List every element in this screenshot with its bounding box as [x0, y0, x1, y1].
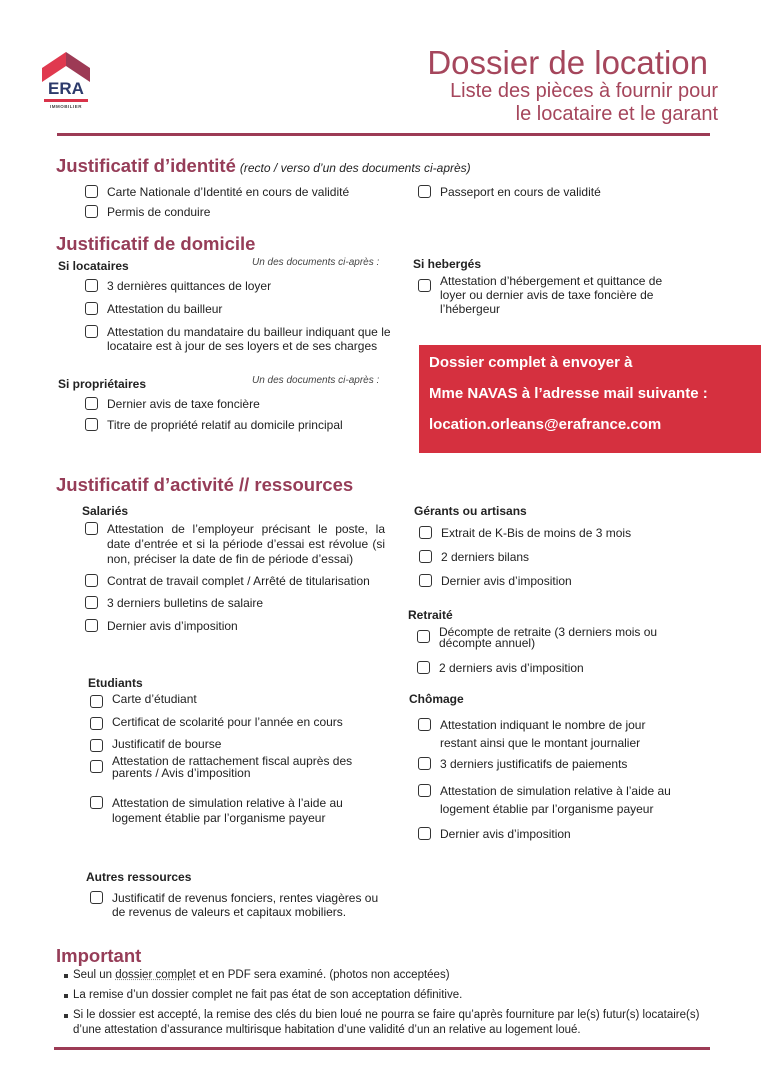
checkbox[interactable] — [85, 325, 98, 338]
item-label: Attestation du bailleur — [107, 302, 223, 316]
item-label: Attestation d’hébergement et quittance de loyer ou dernier avis de taxe foncière de l’hébergeur — [440, 274, 663, 316]
item-label: Dernier avis d’imposition — [441, 574, 572, 588]
subsection-autres: Autres ressources — [86, 870, 192, 884]
contact-box — [419, 345, 761, 453]
subsection-etudiants: Etudiants — [88, 676, 143, 690]
important-item — [64, 1008, 724, 1038]
item-label: Carte Nationale d’Identité en cours de validité — [107, 185, 350, 199]
subsection-gerants: Gérants ou artisans — [414, 504, 527, 518]
checklist-item[interactable] — [417, 627, 677, 649]
checkbox[interactable] — [419, 550, 432, 563]
checkbox[interactable] — [90, 760, 103, 773]
item-label: Carte d’étudiant — [112, 692, 197, 706]
item-label: Attestation de rattachement fiscal auprès des parents / Avis d’imposition — [112, 754, 353, 780]
section-domicile-heading: Justificatif de domicile — [56, 233, 256, 254]
item-label: 2 derniers avis d’imposition — [439, 661, 584, 675]
item-label: 3 dernières quittances de loyer — [107, 279, 272, 293]
important-item-text: Seul un dossier complet et en PDF sera examiné. (photos non acceptées) — [73, 969, 450, 981]
checkbox[interactable] — [90, 796, 103, 809]
checklist-item[interactable] — [419, 550, 529, 564]
checkbox[interactable] — [85, 619, 98, 632]
contact-line-2: Mme NAVAS à l’adresse mail suivante : — [429, 385, 708, 402]
bullet-icon — [64, 974, 68, 978]
checklist-item[interactable] — [90, 796, 380, 826]
checklist-item[interactable] — [90, 737, 221, 752]
checklist-item[interactable] — [90, 891, 390, 919]
checklist-item[interactable] — [85, 205, 210, 219]
checkbox[interactable] — [85, 397, 98, 410]
checkbox[interactable] — [85, 205, 98, 218]
checklist-item[interactable] — [85, 279, 271, 293]
contact-line-1: Dossier complet à envoyer à — [429, 354, 633, 371]
checkbox[interactable] — [90, 717, 103, 730]
page-subtitle — [450, 80, 718, 126]
important-list — [64, 968, 724, 1043]
logo-brand: ERA — [48, 79, 84, 98]
checklist-item[interactable] — [419, 526, 631, 540]
bullet-icon — [64, 1014, 68, 1018]
checklist-item[interactable] — [85, 397, 260, 411]
subsection-salaries: Salariés — [82, 504, 129, 518]
checkbox[interactable] — [85, 279, 98, 292]
item-label: 3 derniers justificatifs de paiements — [440, 757, 628, 771]
checklist-item[interactable] — [418, 827, 571, 841]
checkbox[interactable] — [419, 574, 432, 587]
checklist-item[interactable] — [418, 718, 658, 752]
checklist-item[interactable] — [85, 522, 385, 567]
item-label: Attestation indiquant le nombre de jour restant ainsi que le montant journalier — [440, 718, 646, 750]
item-label: Dernier avis d’imposition — [107, 619, 238, 633]
checkbox[interactable] — [90, 891, 103, 904]
checkbox[interactable] — [85, 574, 98, 587]
checkbox[interactable] — [85, 185, 98, 198]
subtitle-line-1: Liste des pièces à fournir pour — [450, 80, 718, 102]
subtitle-line-2: le locataire et le garant — [515, 103, 718, 125]
item-label: Dernier avis d’imposition — [440, 827, 571, 841]
checkbox[interactable] — [85, 522, 98, 535]
checklist-item[interactable] — [418, 757, 627, 771]
checklist-item[interactable] — [85, 418, 343, 432]
checklist-item[interactable] — [85, 596, 263, 610]
section-identity-title: Justificatif d’identité — [56, 155, 236, 176]
item-label: Permis de conduire — [107, 205, 211, 219]
subsection-heberges: Si hebergés — [413, 257, 482, 271]
checkbox[interactable] — [418, 827, 431, 840]
checklist-item[interactable] — [419, 574, 572, 588]
checkbox[interactable] — [417, 630, 430, 643]
subsection-locataires: Si locataires — [58, 259, 129, 273]
checklist-item[interactable] — [90, 755, 370, 779]
dossier-complet-emphasis: dossier complet — [115, 969, 196, 981]
item-label: Contrat de travail complet / Arrêté de titularisation — [107, 574, 370, 588]
checkbox[interactable] — [90, 695, 103, 708]
subsection-retraite: Retraité — [408, 608, 453, 622]
item-label: Justificatif de bourse — [112, 737, 222, 751]
checklist-item[interactable] — [85, 325, 395, 353]
era-logo — [42, 52, 90, 114]
item-label: Passeport en cours de validité — [440, 185, 601, 199]
checkbox[interactable] — [418, 757, 431, 770]
house-roof-icon — [42, 52, 90, 82]
section-important-heading: Important — [56, 945, 142, 966]
subsection-locataires-note: Un des documents ci-après : — [252, 257, 380, 268]
item-label: Certificat de scolarité pour l’année en cours — [112, 715, 343, 729]
checklist-item[interactable] — [85, 302, 222, 316]
checklist-item[interactable] — [85, 185, 349, 199]
subsection-proprietaires: Si propriétaires — [58, 377, 147, 391]
checklist-item[interactable] — [90, 715, 343, 730]
item-label: Attestation du mandataire du bailleur indiquant que le locataire est à jour de ses loyers et de ses charges — [107, 325, 391, 353]
checkbox[interactable] — [419, 526, 432, 539]
section-identity-heading — [56, 155, 471, 177]
item-label: 3 derniers bulletins de salaire — [107, 596, 264, 610]
checklist-item[interactable] — [417, 661, 584, 675]
checkbox[interactable] — [418, 185, 431, 198]
important-item-text: Si le dossier est accepté, la remise des clés du bien loué ne pourra se faire qu’après fourniture par le(s) futur(s) locataire(s) d’une attestation d’assurance multirisque habitation d’une validité d’un an relative au logement loué. — [73, 1009, 700, 1036]
checkbox[interactable] — [417, 661, 430, 674]
checkbox[interactable] — [418, 279, 431, 292]
item-label: Attestation de l’employeur précisant le poste, la date d’entrée et si la période d’essai est révolue (si non, préciser la date de fin de période d’essai) — [107, 522, 385, 566]
page-title: Dossier de location — [427, 44, 708, 81]
important-item-text: La remise d’un dossier complet ne fait pas état de son acceptation définitive. — [73, 989, 463, 1001]
checkbox[interactable] — [85, 418, 98, 431]
bullet-icon — [64, 994, 68, 998]
subsection-chomage: Chômage — [409, 692, 464, 706]
section-activity-heading: Justificatif d’activité // ressources — [56, 474, 354, 495]
item-label: 2 derniers bilans — [441, 550, 530, 564]
checkbox[interactable] — [85, 596, 98, 609]
checkbox[interactable] — [418, 784, 431, 797]
checkbox[interactable] — [90, 739, 103, 752]
checklist-item[interactable] — [418, 185, 601, 199]
footer-divider — [54, 1047, 710, 1050]
subsection-proprietaires-note: Un des documents ci-après : — [252, 375, 380, 386]
checklist-item[interactable] — [418, 274, 678, 316]
item-label: Extrait de K-Bis de moins de 3 mois — [441, 526, 632, 540]
item-label: Attestation de simulation relative à l’aide au logement établie par l’organisme payeur — [440, 784, 671, 816]
item-label: Justificatif de revenus fonciers, rentes viagères ou de revenus de valeurs et capitaux mobiliers. — [112, 891, 379, 919]
item-label: Dernier avis de taxe foncière — [107, 397, 260, 411]
item-label: Attestation de simulation relative à l’aide au logement établie par l’organisme payeur — [112, 796, 343, 825]
contact-email-link[interactable]: location.orleans@erafrance.com — [429, 416, 662, 433]
logo-underline — [44, 99, 88, 102]
checklist-item[interactable] — [418, 784, 688, 818]
item-label: Décompte de retraite (3 derniers mois ou décompte annuel) — [439, 625, 658, 650]
logo-tagline: IMMOBILIER — [50, 104, 82, 109]
checkbox[interactable] — [85, 302, 98, 315]
important-item — [64, 988, 724, 1003]
section-identity-note: (recto / verso d’un des documents ci-après) — [239, 161, 471, 175]
checklist-item[interactable] — [90, 692, 197, 708]
header-divider — [57, 133, 710, 136]
checklist-item[interactable] — [85, 619, 238, 633]
checklist-item[interactable] — [85, 574, 370, 588]
checkbox[interactable] — [418, 718, 431, 731]
item-label: Titre de propriété relatif au domicile principal — [107, 418, 343, 432]
important-item — [64, 968, 724, 983]
